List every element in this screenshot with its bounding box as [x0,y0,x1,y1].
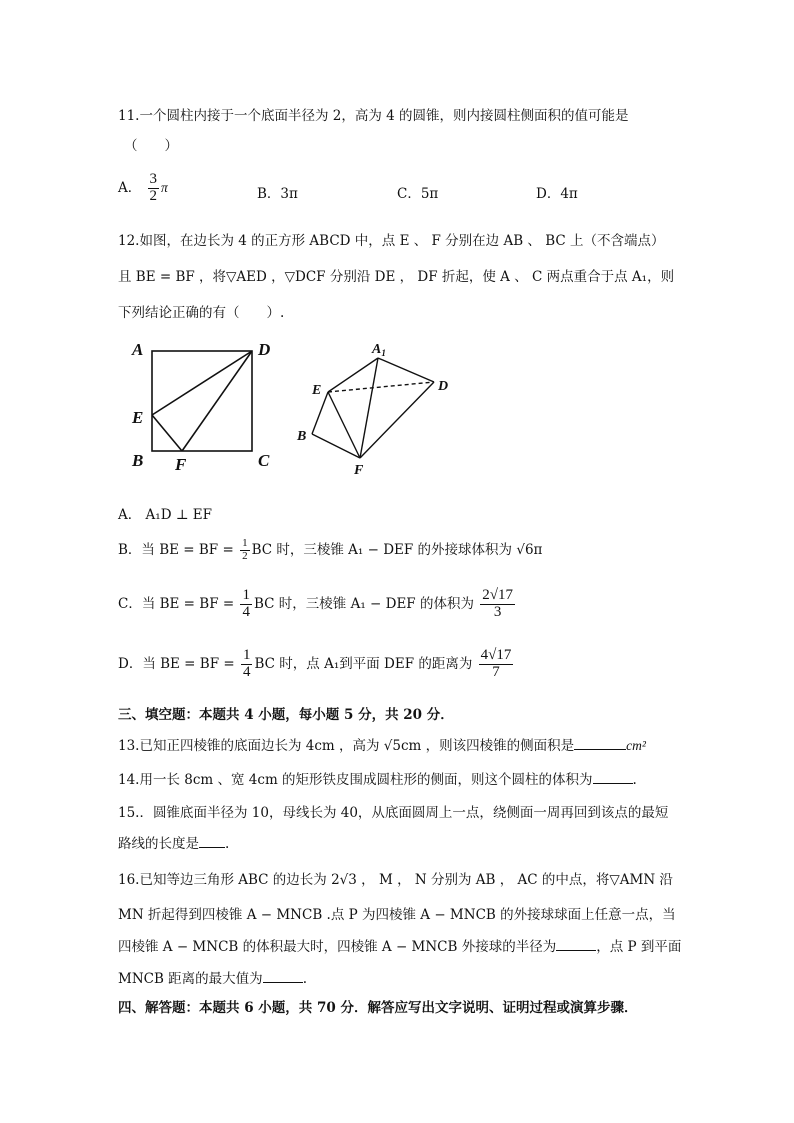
q14-end: . [632,772,637,788]
edge-e-d [328,382,434,392]
q16-line3a: 四棱锥 A − MNCB 的体积最大时，四棱锥 A − MNCB 外接球的半径为 [118,939,557,955]
label-a: A [132,340,144,359]
q16-end: . [302,971,307,987]
edge-e-f [328,392,360,458]
q12-c-den: 4 [242,603,250,620]
q12-line3: 下列结论正确的有（ ）. [118,305,285,321]
q12-option-a: A． A₁D ⊥ EF [118,507,213,523]
q12-c-fden: 3 [493,603,502,620]
q12-b-num: 1 [242,537,248,550]
q16-blank-radius [556,950,596,951]
label-e2: E [312,383,322,398]
section-4-heading: 四、解答题：本题共 6 小题，共 70 分．解答应写出文字说明、证明过程或演算步骤． [118,1000,638,1016]
q12-option-c [118,588,517,621]
edge-e-b [312,392,328,434]
figure-square-abcd [120,335,290,475]
label-e: E [132,408,144,427]
q12-d-fraction [241,648,253,681]
q13-blank [574,749,626,750]
q12-d-mid: BC 时，点 A₁到平面 DEF 的距离为 [254,655,473,672]
q13-unit: cm² [626,738,646,753]
q15-blank [199,847,225,848]
segment-ed [152,351,252,415]
q16-line2: MN 折起得到四棱锥 A − MNCB .点 P 为四棱锥 A − MNCB 的外接球球面上任意一点，当 [118,907,676,923]
q13 [118,734,646,754]
q11-a-fraction [148,172,160,205]
q12-c-fraction [240,588,252,621]
q11-paren: （ ） [124,138,178,154]
label-a1: $A_1$ [372,342,386,358]
q11-option-a [118,172,168,205]
q11-stem: 11.一个圆柱内接于一个底面半径为 2，高为 4 的圆锥，则内接圆柱侧面积的值可能是 [118,108,629,124]
q16-line4: MNCB 距离的最大值为 [118,971,263,987]
q12-d-den: 4 [242,663,251,680]
section-3-heading: 三、填空题：本题共 4 小题，每小题 5 分，共 20 分． [118,707,454,723]
q12-option-d [118,648,515,681]
q11-a-pi: π [161,179,168,195]
q16-line3b: ，点 P 到平面 [596,939,682,955]
segment-df [182,351,252,451]
q11-option-b: B．3π [257,186,298,202]
q11-a-den: 2 [149,187,158,204]
q12-d-fden: 7 [492,663,500,680]
edge-a1-e [328,358,378,392]
label-b2: B [297,429,307,444]
q14 [118,768,637,788]
q12-line2: 且 BE = BF ，将▽AED ，▽DCF 分别沿 DE ， DF 折起，使 A 、 C 两点重合于点 A₁，则 [118,269,675,285]
q12-d-num: 1 [242,647,251,663]
label-d: D [258,340,271,359]
q12-b-post: BC 时，三棱锥 A₁ − DEF 的外接球体积为 √6π [251,542,543,558]
q12-c-pre: C．当 BE = BF = [118,595,235,612]
q11-a-label: A． [118,179,142,196]
q15-line1: 15.．圆锥底面半径为 10，母线长为 40，从底面圆周上一点，绕侧面一周再回到该点的最短 [118,805,669,821]
q12-d-pre: D．当 BE = BF = [118,655,235,672]
label-d2: D [438,379,449,394]
q13-text: 13.已知正四棱锥的底面边长为 4cm ，高为 √5cm ，则该四棱锥的侧面积是 [118,738,575,754]
label-c: C [258,451,270,470]
q12-c-volume [480,588,515,621]
q14-text: 14.用一长 8cm 、宽 4cm 的矩形铁皮围成圆柱形的侧面，则这个圆柱的体积为 [118,772,593,788]
q15-line2-wrap [118,832,229,852]
q16-line4-wrap [118,967,307,987]
q16-line3 [118,935,681,955]
label-f: F [175,455,187,474]
q12-c-fnum: 2√17 [482,587,513,603]
q15-end: . [225,836,230,852]
q12-d-fnum: 4√17 [480,647,512,663]
label-f2: F [354,463,364,478]
q11-a-num: 3 [149,171,158,187]
square-outline [152,351,252,451]
q11-option-c: C．5π [397,186,439,202]
q12-b-fraction [240,538,250,562]
q14-blank [593,783,633,784]
q12-b-den: 2 [242,550,248,562]
q12-line1: 12.如图，在边长为 4 的正方形 ABCD 中，点 E 、 F 分别在边 AB 、 BC 上（不含端点） [118,233,665,249]
q16-line1: 16.已知等边三角形 ABC 的边长为 2√3 ， M ， N 分别为 AB ， AC 的中点，将▽AMN 沿 [118,872,673,888]
q12-c-num: 1 [242,587,250,603]
q15-line2: 路线的长度是 [118,836,199,852]
figure-tetrahedron [292,338,462,480]
q12-d-distance [479,648,514,681]
segment-ef [152,415,182,451]
edge-b-f [312,434,360,458]
q12-c-mid: BC 时，三棱锥 A₁ − DEF 的体积为 [253,595,474,612]
q16-blank-distance [263,982,303,983]
q12-b-pre: B．当 BE = BF = [118,542,234,558]
label-b: B [132,451,144,470]
q11-option-d: D．4π [536,186,578,202]
edge-a1-d [378,358,434,382]
q12-option-b [118,538,542,563]
